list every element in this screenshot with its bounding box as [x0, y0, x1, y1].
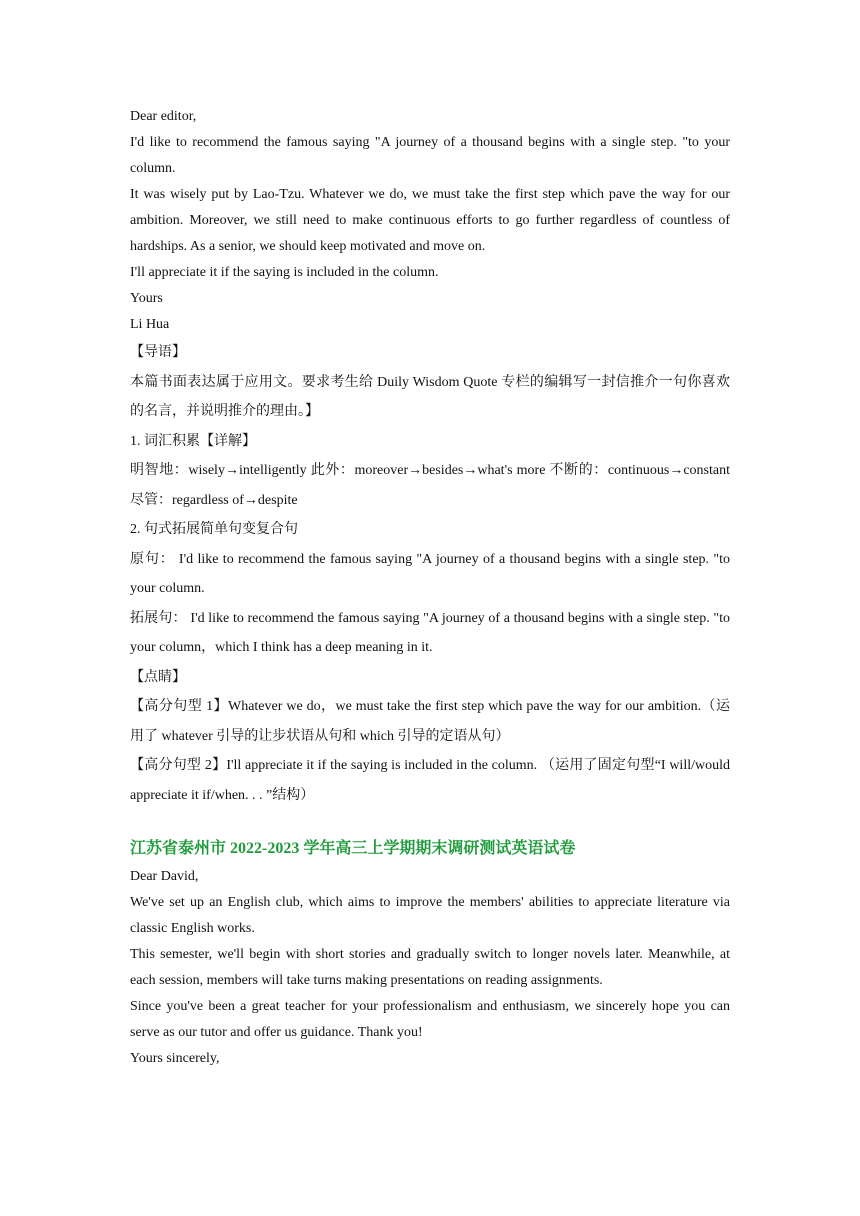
letter2-paragraph: We've set up an English club, which aims to improve the members' abilities to appreciate literature via classic English works.: [130, 895, 730, 936]
section-heading: 江苏省泰州市 2022-2023 学年高三上学期期末调研测试英语试卷: [130, 840, 576, 857]
original-sentence: 原句： I'd like to recommend the famous saying "A journey of a thousand begins with a single step. "to your column.: [130, 551, 730, 596]
intro-text: 本篇书面表达属于应用文。要求考生给 Duily Wisdom Quote 专栏的编辑写一封信推介一句你喜欢的名言，并说明推介的理由。】: [130, 374, 730, 419]
expanded-sentence: 拓展句： I'd like to recommend the famous saying "A journey of a thousand begins with a single step. "to your column，which I think has a deep meaning in it.: [130, 610, 730, 655]
highlight-title: 【点睛】: [130, 669, 186, 685]
letter1-paragraph: I'll appreciate it if the saying is included in the column.: [130, 265, 439, 280]
letter1-closing: Yours: [130, 291, 163, 306]
letter1-signature: Li Hua: [130, 317, 170, 332]
pattern-1: 【高分句型 1】Whatever we do，we must take the first step which pave the way for our ambition.（运用了 whatever 引导的让步状语从句和 which 引导的定语从句）: [130, 699, 730, 744]
letter1-greeting: Dear editor,: [130, 109, 197, 124]
vocab-title: 1. 词汇积累【详解】: [130, 433, 256, 449]
intro-title: 【导语】: [130, 345, 186, 360]
letter1-paragraph: I'd like to recommend the famous saying "A journey of a thousand begins with a single step. "to your column.: [130, 135, 730, 176]
letter2-closing: Yours sincerely,: [130, 1051, 220, 1066]
letter1-paragraph: It was wisely put by Lao-Tzu. Whatever we do, we must take the first step which pave the way for our ambition. Moreover, we still need to make continuous efforts to go further regardless of countless of hardships. As a senior, we should keep motivated and move on.: [130, 187, 730, 254]
letter2-paragraph: This semester, we'll begin with short stories and gradually switch to longer novels later. Meanwhile, at each session, members will take turns making presentations on reading assignments.: [130, 947, 730, 988]
sentence-title: 2. 句式拓展简单句变复合句: [130, 522, 298, 537]
letter2-paragraph: Since you've been a great teacher for your professionalism and enthusiasm, we sincerely hope you can serve as our tutor and offer us guidance. Thank you!: [130, 999, 730, 1040]
vocab-text: 明智地：wisely→intelligently 此外：moreover→besides→what's more 不断的：continuous→constant 尽管：regardless of→despite: [130, 463, 730, 508]
document-page: [130, 104, 730, 1072]
pattern-2: 【高分句型 2】I'll appreciate it if the saying is included in the column. （运用了固定句型“I will/would appreciate it if/when. . . ”结构）: [130, 758, 730, 803]
letter2-greeting: Dear David,: [130, 869, 199, 884]
